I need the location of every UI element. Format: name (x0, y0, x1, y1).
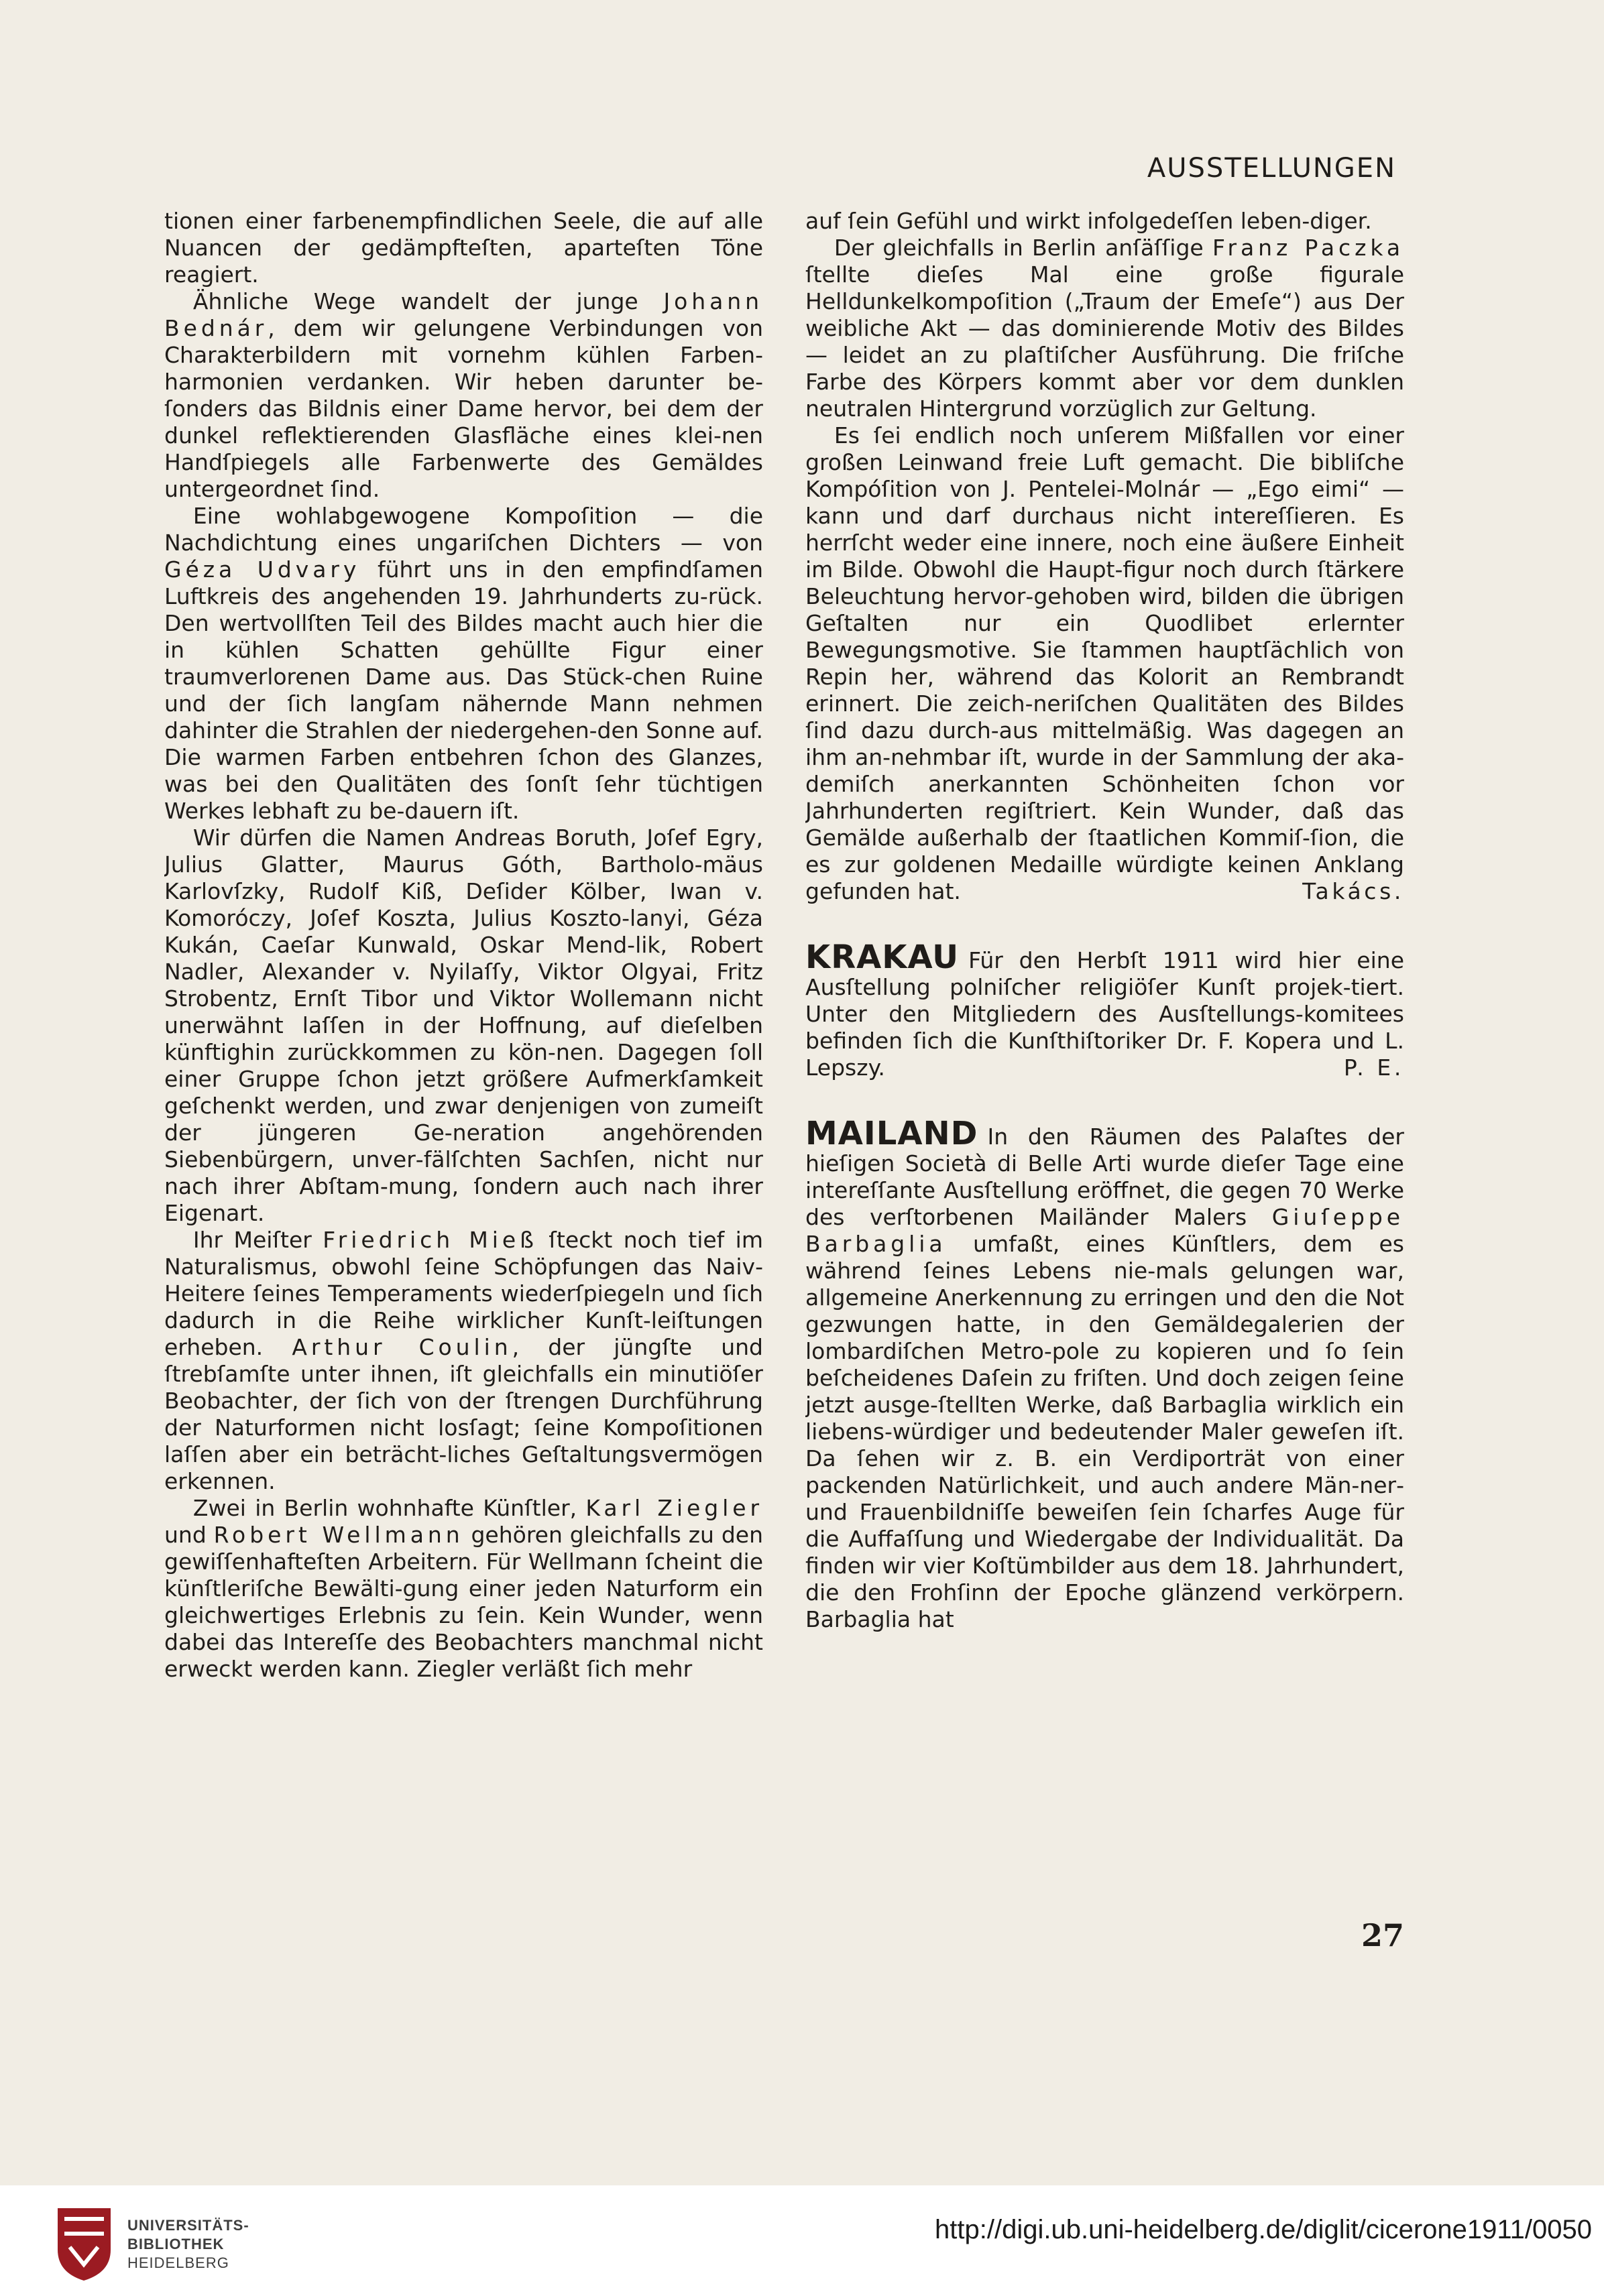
section-krakau (805, 939, 1404, 1081)
paragraph: Es ſei endlich noch unſerem Mißfallen vor einer großen Leinwand freie Luft gemacht. Die bibliſche Kompóſition von J. Pentelei‐Molnár — „Ego eimi“ — kann und darf durchaus nicht intereſſieren. Es herrſcht weder eine innere, noch eine äußere Einheit im Bilde. Obwohl die Haupt‐figur noch durch ſtärkere Beleuchtung hervor‐gehoben wird, bilden die übrigen Geſtalten nur ein Quodlibet erlernter Bewegungsmotive. Sie ſtammen hauptſächlich von Repin her, während das Kolorit an Rembrandt erinnert. Die zeich‐neriſchen Qualitäten des Bildes ſind dazu durch‐aus mittelmäßig. Was dagegen an ihm an‐nehmbar iſt, wurde in der Sammlung der aka‐demiſch anerkannten Schönheiten ſchon vor Jahrhunderten regiſtriert. Kein Wunder, daß das Gemälde außerhalb der ſtaatlichen Kommiſ‐ſion, die es zur goldenen Medaille würdigte keinen Anklang gefunden hat. Takács. (805, 422, 1404, 904)
university-seal-icon (52, 2203, 116, 2283)
author-signature: P. E. (1343, 1054, 1404, 1081)
section-heading: MAILAND (805, 1115, 978, 1152)
paragraph: Zwei in Berlin wohnhafte Künſtler, Karl Ziegler und Robert Wellmann gehören gleichfalls zu den gewiſſenhafteſten Arbeitern. Für Wellmann ſcheint die künſtleriſche Bewälti‐gung einer jeden Naturform ein gleichwertiges Erlebnis zu ſein. Kein Wunder, wenn dabei das Intereſſe des Beobachters manchmal nicht erweckt werden kann. Ziegler verläßt ſich mehr (164, 1495, 763, 1682)
paragraph: auf ſein Gefühl und wirkt infolgedeſſen leben‐diger. (805, 208, 1372, 234)
library-name: UNIVERSITÄTS- BIBLIOTHEK HEIDELBERG (127, 2217, 249, 2271)
artist-name: Karl Ziegler (585, 1495, 763, 1521)
artist-name: Géza Udvary (164, 556, 361, 583)
paragraph: Eine wohlabgewogene Kompoſition — die Nachdichtung eines ungariſchen Dichters — von Géza Udvary führt uns in den empfindſamen Luftkreis des angehenden 19. Jahrhunderts zu‐rück. Den wertvollſten Teil des Bildes macht auch hier die in kühlen Schatten gehüllte Figur einer traumverlorenen Dame aus. Das Stück‐chen Ruine und der ſich langſam nähernde Mann nehmen dahinter die Strahlen der niedergehen‐den Sonne auf. Die warmen Farben entbehren ſchon des Glanzes, was bei den Qualitäten des ſonſt ſehr tüchtigen Werkes lebhaft zu be‐dauern iſt. (164, 503, 763, 824)
section-mailand (805, 1115, 1404, 1633)
source-url-link[interactable]: http://digi.ub.uni-heidelberg.de/diglit/cicerone1911/0050 (935, 2215, 1592, 2244)
paragraph: Der gleichfalls in Berlin anſäſſige Franz Paczka ſtellte dieſes Mal eine große figurale Helldunkelkompoſition („Traum der Emeſe“) aus Der weibliche Akt — das dominierende Motiv des Bildes — leidet an zu plaſtiſcher Ausführung. Die friſche Farbe des Körpers kommt aber vor dem dunklen neutralen Hintergrund vorzüglich zur Geltung. (805, 235, 1404, 422)
footer-bar (0, 2185, 1604, 2296)
artist-name: Johann Bednár (164, 288, 763, 341)
paragraph: Ihr Meiſter Friedrich Mieß ſteckt noch tief im Naturalismus, obwohl ſeine Schöpfungen das Naiv‐Heitere ſeines Temperaments wiederſpiegeln und ſich dadurch in die Reihe wirklicher Kunſt‐leiſtungen erheben. Arthur Coulin, der jüngſte und ſtrebſamſte unter ihnen, iſt gleichfalls ein minutiöſer Beobachter, der ſich von der ſtrengen Durchführung der Naturformen nicht losſagt; ſeine Kompoſitionen laſſen aber ein beträcht‐liches Geſtaltungsvermögen erkennen. (164, 1227, 763, 1494)
artist-name: Arthur Coulin (292, 1334, 512, 1360)
artist-name: Friedrich Mieß (323, 1227, 538, 1253)
paragraph: MAILAND In den Räumen des Palaſtes der hieſigen Società di Belle Arti wurde dieſer Tage eine intereſſante Ausſtellung eröffnet, die gegen 70 Werke des verſtorbenen Mailänder Malers Giuſeppe Barbaglia umfaßt, eines Künſtlers, dem es während ſeines Lebens nie‐mals gelungen war, allgemeine Anerkennung zu erringen und den die Not gezwungen hatte, in den Gemäldegalerien der lombardiſchen Metro‐pole zu kopieren und ſo ſein beſcheidenes Daſein zu friſten. Und doch zeigen ſeine jetzt ausge‐ſtellten Werke, daß Barbaglia wirklich ein liebens‐würdiger und bedeutender Maler geweſen iſt. Da ſehen wir z. B. ein Verdiporträt von einer packenden Natürlichkeit, und auch andere Män‐ner‐ und Frauenbildniſſe beweiſen ſein ſcharfes Auge für die Auffaſſung und Wiedergabe der Individualität. Da finden wir vier Koſtümbilder aus dem 18. Jahrhundert, die den Frohſinn der Epoche glänzend verkörpern. Barbaglia hat (805, 1115, 1404, 1632)
paragraph: Ähnliche Wege wandelt der junge Johann Bednár, dem wir gelungene Verbindungen von Charakterbildern mit vornehm kühlen Farben‐harmonien verdanken. Wir heben darunter be‐ſonders das Bildnis einer Dame hervor, bei dem der dunkel reflektierenden Glasfläche eines klei‐nen Handſpiegels alle Farbenwerte des Gemäldes untergeordnet ſind. (164, 288, 763, 502)
running-head: AUSSTELLUNGEN (1147, 153, 1396, 184)
paragraph: KRAKAU Für den Herbſt 1911 wird hier eine Ausſtellung polniſcher religiöſer Kunſt projek‐tiert. Unter den Mitgliedern des Ausſtellungs‐komitees befinden ſich die Kunſthiſtoriker Dr. F. Kopera und L. Lepszy. P. E. (805, 939, 1404, 1081)
artist-name: Robert Wellmann (213, 1522, 464, 1548)
paragraph: Wir dürfen die Namen Andreas Boruth, Joſef Egry, Julius Glatter, Maurus Góth, Bartholo‐mäus Karlovſzky, Rudolf Kiß, Deſider Kölber, Iwan v. Komoróczy, Joſef Koszta, Julius Koszto‐lanyi, Géza Kukán, Caeſar Kunwald, Oskar Mend‐lik, Robert Nadler, Alexander v. Nyilaſſy, Viktor Olgyai, Fritz Strobentz, Ernſt Tibor und Viktor Wollemann nicht unerwähnt laſſen in der Hoffnung, auf dieſelben künftighin zurückkommen zu kön‐nen. Dagegen ſoll einer Gruppe ſchon jetzt größere Aufmerkſamkeit geſchenkt werden, und zwar denjenigen von zumeiſt der jüngeren Ge‐neration angehörenden Siebenbürgern, unver‐fälſchten Sachſen, nicht nur nach ihrer Abſtam‐mung, ſondern auch nach ihrer Eigenart. (164, 825, 763, 1226)
left-column (164, 208, 763, 1951)
right-column (805, 208, 1404, 1951)
author-signature: Takács. (1302, 878, 1404, 904)
section-heading: KRAKAU (805, 939, 960, 976)
page-number: 27 (1361, 1917, 1404, 1953)
artist-name: Giuſeppe Barbaglia (805, 1204, 1404, 1257)
artist-name: Franz Paczka (1212, 235, 1404, 261)
paragraph: tionen einer farbenempfindlichen Seele, die auf alle Nuancen der gedämpfteſten, aparteſten Töne reagiert. (164, 208, 763, 288)
